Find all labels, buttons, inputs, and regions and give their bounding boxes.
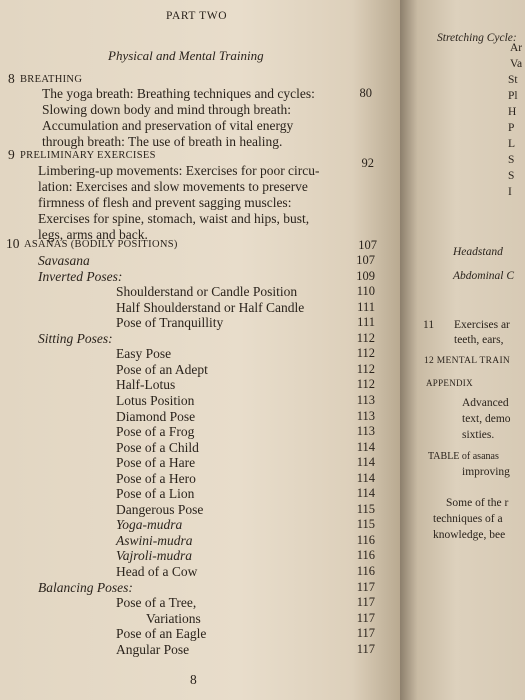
toc-entry-title: Head of a Cow [116,564,198,579]
toc-entry-title: Easy Pose [116,346,172,362]
paragraph-line: techniques of a [433,513,503,525]
toc-entry-page: 115 [356,517,375,532]
toc-entry-title: Balancing Poses: [38,579,133,595]
toc-entry-page: 111 [357,299,375,314]
toc-entry-page: 117 [356,626,375,641]
stretch-item: Pl [508,90,518,102]
chapter-title: BREATHING [20,74,83,85]
toc-entry-title: Pose of a Lion [116,486,195,502]
chapter-number: 10 [6,236,20,251]
toc-entry-page: 109 [356,268,375,283]
chapter-description-line: through breath: The use of breath in healing. [42,134,283,149]
toc-entry-page: 107 [356,253,375,267]
chapter-11-line: Exercises ar [454,319,510,331]
chapter-11-number: 11 [423,319,435,331]
chapter-title: ASANAS (BODILY POSITIONS) [24,239,178,250]
toc-entry-title: Lotus Position [116,392,195,408]
chapter-title: PRELIMINARY EXERCISES [20,150,156,161]
toc-entry-title: Pose of a Hero [116,470,196,486]
abdominal: Abdominal C [453,270,515,282]
toc-entry-title: Pose of a Child [116,439,199,455]
headstand: Headstand [453,246,503,258]
chapter-description-line: lation: Exercises and slow movements to preserve [38,179,308,194]
toc-entry-page: 114 [356,486,375,501]
toc-entry-page: 116 [356,564,375,578]
appendix-line: sixties. [462,429,495,441]
toc-entry-page: 113 [356,408,375,423]
toc-entry-title: Inverted Poses: [38,268,123,284]
toc-entry-title: Aswini-mudra [116,532,193,548]
chapter-description-line: Exercises for spine, stomach, waist and hips, bust, [38,211,310,226]
page-number: 107 [358,238,377,252]
chapter-description-line: firmness of flesh and prevent sagging muscles: [38,195,292,210]
stretch-item: Va [510,58,523,70]
chapter-description-line: Slowing down body and mind through breath: [42,102,291,117]
section-title: Physical and Mental Training [108,48,264,63]
toc-entry-title: Sitting Poses: [38,330,113,346]
chapter-description-line: legs, arms and back. [38,227,148,242]
page-number: 92 [361,156,374,170]
chapter-number: 8 [8,71,15,86]
toc-entry-page: 113 [356,424,375,439]
chapter-description-line: Limbering-up movements: Exercises for poor circu- [38,163,320,178]
folio: 8 [190,672,197,687]
toc-entry-page: 117 [356,610,375,625]
toc-entry-title: Dangerous Pose [116,501,204,517]
toc-entry-page: 111 [357,315,375,330]
toc-entry-title: Angular Pose [116,641,190,657]
appendix-line: Advanced [462,397,509,409]
toc-entry-page: 117 [356,641,375,656]
toc-entry-title: Savasana [38,253,90,268]
toc-entry-page: 112 [356,361,375,376]
stretch-item: S [508,154,515,166]
toc-entry-title: Yoga-mudra [116,517,183,533]
toc-entry-title: Half-Lotus [116,377,176,393]
toc-entry-title: Pose of a Hare [116,455,196,471]
table-line: improving [462,466,510,478]
chapter-description-line: Accumulation and preservation of vital energy [42,118,294,133]
toc-entry-title: Pose of an Adept [116,361,208,377]
toc-entry-title: Pose of a Tree, [116,595,197,611]
chapter-12: 12 MENTAL TRAIN [424,356,511,366]
chapter-11-line: teeth, ears, [454,334,504,346]
appendix-line: text, demo [462,413,511,425]
paragraph-line: Some of the r [446,497,509,509]
toc-entry-page: 114 [356,439,375,454]
toc-entry-page: 114 [356,470,375,485]
table-line: TABLE of asanas [428,451,499,462]
chapter-description-line: The yoga breath: Breathing techniques and cycles: [42,86,315,101]
toc-entry-page: 112 [356,346,375,361]
right-page [400,0,525,700]
toc-entry-title: Pose of an Eagle [116,626,207,642]
toc-entry-page: 116 [356,548,375,563]
toc-entry-page: 117 [356,595,375,610]
stretch-item: H [508,106,517,118]
stretch-item: St [508,74,518,86]
toc-entry-page: 112 [356,377,375,392]
stretching-heading: Stretching Cycle: [437,32,517,44]
toc-entry-page: 117 [356,579,375,594]
toc-entry-page: 115 [356,501,375,516]
toc-entry-title: Pose of Tranquillity [116,315,224,331]
stretch-item: Ar [510,42,523,54]
page-number: 80 [359,86,372,100]
toc-entry-title: Vajroli-mudra [116,548,193,564]
stretch-item: I [508,186,512,198]
toc-entry-page: 114 [356,455,375,470]
toc-entry-title: Half Shoulderstand or Half Candle [116,299,305,315]
toc-entry-title: Shoulderstand or Candle Position [116,284,298,300]
toc-entry-page: 110 [356,284,375,299]
toc-entry-title: Pose of a Frog [116,424,195,440]
part-heading: PART TWO [166,10,228,22]
toc-entry-title: Diamond Pose [116,408,196,424]
toc-entry-page: 116 [356,532,375,547]
paragraph-line: knowledge, bee [433,529,506,541]
toc-entry-page: 112 [356,330,375,345]
stretch-item: L [508,138,516,150]
toc-entry-page: 113 [356,392,375,407]
chapter-number: 9 [8,147,15,162]
appendix-heading: APPENDIX [426,378,473,388]
stretch-item: P [508,122,515,134]
stretch-item: S [508,170,515,182]
toc-entry-title: Variations [146,610,201,626]
